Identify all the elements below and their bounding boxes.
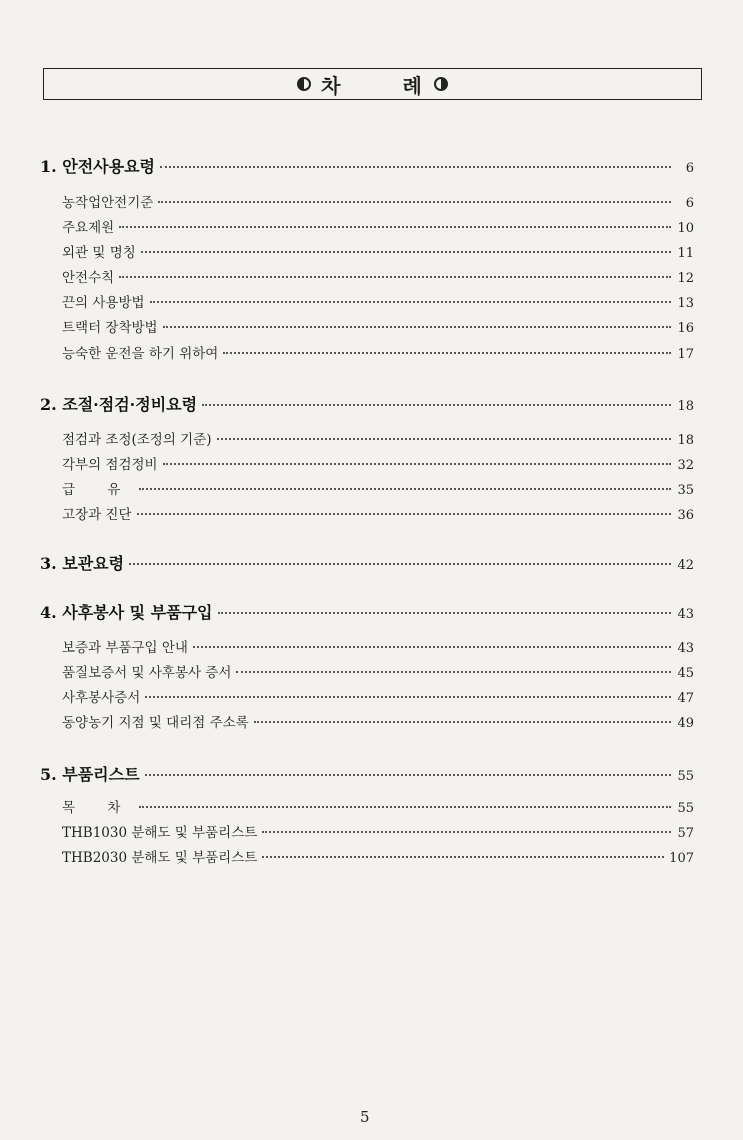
toc-label: 동양농기 지점 및 대리점 주소록	[62, 715, 249, 731]
title-char-left: 차	[321, 73, 343, 98]
half-circle-left-icon	[297, 77, 311, 91]
leader-dots	[262, 856, 664, 858]
toc-section[interactable]	[40, 600, 694, 623]
leader-dots	[218, 612, 671, 614]
toc-label: 트랙터 장착방법	[62, 320, 158, 336]
toc-page: 47	[677, 691, 694, 706]
leader-dots	[139, 488, 671, 490]
toc-label: 고장과 진단	[62, 507, 132, 523]
toc-label: 능숙한 운전을 하기 위하여	[62, 346, 219, 362]
toc-item[interactable]	[62, 428, 694, 448]
toc-section[interactable]	[40, 392, 694, 415]
toc-item[interactable]	[62, 216, 694, 236]
toc-item[interactable]	[62, 636, 694, 656]
toc-section[interactable]	[40, 154, 694, 177]
toc-item[interactable]	[62, 503, 694, 523]
toc-label: 외관 및 명칭	[62, 245, 136, 261]
toc-label: 5. 부품리스트	[40, 765, 140, 784]
toc-item[interactable]	[62, 711, 694, 731]
toc-section[interactable]	[40, 551, 694, 574]
leader-dots	[150, 301, 671, 303]
leader-dots	[160, 166, 671, 168]
toc-label: 2. 조절·점검·정비요령	[40, 395, 198, 414]
toc-page: 43	[677, 641, 694, 656]
toc-label: 4. 사후봉사 및 부품구입	[40, 603, 213, 622]
toc-label: 1. 안전사용요령	[40, 157, 156, 176]
toc-item[interactable]	[62, 291, 694, 311]
leader-dots	[119, 276, 671, 278]
leader-dots	[129, 563, 671, 565]
toc-item[interactable]	[62, 453, 694, 473]
toc-page: 49	[677, 716, 694, 731]
toc-label: 3. 보관요령	[40, 554, 125, 573]
leader-dots	[163, 463, 671, 465]
toc-item[interactable]	[62, 241, 694, 261]
toc-label: 품질보증서 및 사후봉사 증서	[62, 665, 232, 681]
leader-dots	[137, 513, 672, 515]
toc-section[interactable]	[40, 762, 694, 785]
leader-dots	[145, 774, 671, 776]
toc-label: 점검과 조정(조정의 기준)	[62, 432, 212, 448]
toc-item[interactable]	[62, 342, 694, 362]
toc-item[interactable]	[62, 661, 694, 681]
toc-item[interactable]	[62, 686, 694, 706]
toc-page: 18	[677, 399, 694, 414]
toc-page: 55	[677, 769, 694, 784]
toc-page: 17	[677, 347, 694, 362]
toc-item[interactable]	[62, 846, 694, 866]
toc-label: 농작업안전기준	[62, 195, 154, 211]
half-circle-right-icon	[434, 77, 448, 91]
toc-item[interactable]	[62, 191, 694, 211]
toc-item[interactable]	[62, 266, 694, 286]
toc-page: 42	[677, 558, 694, 573]
toc-label: 사후봉사증서	[62, 690, 141, 706]
leader-dots	[119, 226, 671, 228]
toc-label: 목 차	[62, 800, 135, 816]
leader-dots	[262, 831, 671, 833]
toc-item[interactable]	[62, 796, 694, 816]
leader-dots	[163, 326, 671, 328]
toc-label: 보증과 부품구입 안내	[62, 640, 188, 656]
toc-page: 13	[677, 296, 694, 311]
leader-dots	[193, 646, 671, 648]
leader-dots	[158, 201, 671, 203]
title-char-right: 례	[402, 73, 424, 98]
toc-page: 36	[677, 508, 694, 523]
toc-label: 끈의 사용방법	[62, 295, 145, 311]
toc-item[interactable]	[62, 821, 694, 841]
toc-label: THB2030 분해도 및 부품리스트	[62, 850, 258, 866]
toc-page: 55	[677, 801, 694, 816]
leader-dots	[145, 696, 671, 698]
toc-page: 11	[677, 246, 694, 261]
toc-page: 6	[685, 161, 694, 176]
toc-page: 43	[677, 607, 694, 622]
leader-dots	[202, 404, 671, 406]
leader-dots	[223, 352, 671, 354]
toc-item[interactable]	[62, 316, 694, 336]
toc-label: 각부의 점검정비	[62, 457, 158, 473]
toc-label: 급 유	[62, 482, 135, 498]
toc-title-box	[43, 68, 702, 100]
toc-page: 57	[677, 826, 694, 841]
page-number: 5	[360, 1108, 370, 1126]
leader-dots	[139, 806, 671, 808]
toc-page: 16	[677, 321, 694, 336]
toc-page: 12	[677, 271, 694, 286]
leader-dots	[141, 251, 671, 253]
leader-dots	[236, 671, 671, 673]
toc-page: 35	[677, 483, 694, 498]
toc-page: 107	[669, 851, 694, 866]
toc-page: 32	[677, 458, 694, 473]
toc-label: 주요제원	[62, 220, 115, 236]
leader-dots	[217, 438, 671, 440]
toc-label: 안전수칙	[62, 270, 115, 286]
toc-label: THB1030 분해도 및 부품리스트	[62, 825, 258, 841]
toc-page: 6	[685, 196, 694, 211]
toc-item[interactable]	[62, 478, 694, 498]
toc-page: 18	[677, 433, 694, 448]
leader-dots	[254, 721, 671, 723]
toc-page: 10	[677, 221, 694, 236]
toc-page: 45	[677, 666, 694, 681]
